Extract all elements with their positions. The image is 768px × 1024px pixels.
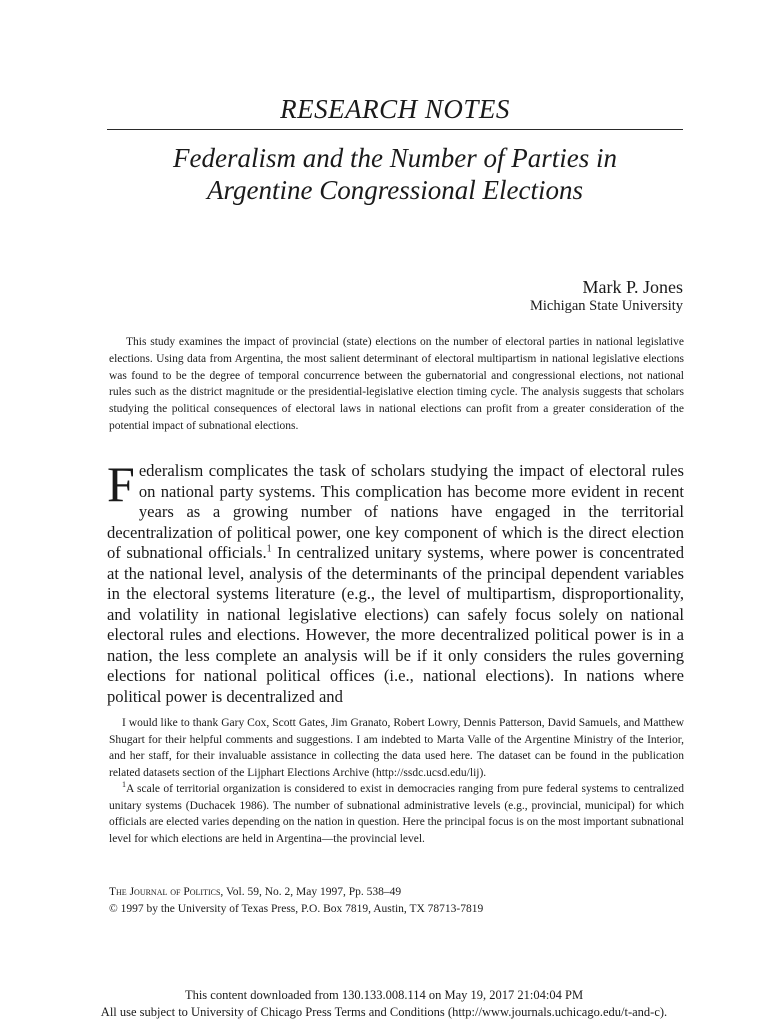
footnote-1 [109, 781, 684, 847]
heading-rule [107, 129, 683, 130]
body-text-part-1: ederalism complicates the task of scholars studying the impact of electoral rules on national party systems. This complication has become more evident in recent years as a growing number of nations have engaged in the territorial decentralization of political power, one key component of which is the direct election of subnational officials. [107, 461, 684, 562]
journal-name: The Journal of Politics [109, 886, 221, 898]
download-line-2: All use subject to University of Chicago Press Terms and Conditions (http://www.journals.uchicago.edu/t-and-c). [100, 1005, 668, 1019]
acknowledgment-note: I would like to thank Gary Cox, Scott Gates, Jim Granato, Robert Lowry, Dennis Patterson, David Samuels, and Matthew Shugart for their helpful comments and suggestions. I am indebted to Marta Valle of the Argentine Ministry of the Interior, and her staff, for their invaluable assistance in collecting the data used here. The dataset can be found in the publication related datasets section of the Lijphart Elections Archive (http://ssdc.ucsd.edu/lij). [109, 717, 684, 779]
footnote-1-text: A scale of territorial organization is considered to exist in democracies ranging from pure federal systems to centralized unitary systems (Duchacek 1986). The number of subnational administrative levels (e.g., provincial, municipal) for which officials are elected varies depending on the nation in question. Here the principal focus is on the most important subnational level for which elections are held in Argentina—the provincial level. [109, 783, 684, 845]
copyright-line: © 1997 by the University of Texas Press, P.O. Box 7819, Austin, TX 78713-7819 [109, 902, 484, 915]
abstract [109, 334, 684, 435]
journal-citation [109, 884, 684, 917]
citation-line [109, 884, 684, 901]
citation-details: , Vol. 59, No. 2, May 1997, Pp. 538–49 [220, 886, 402, 898]
drop-cap: F [107, 456, 135, 512]
title-line-1: Federalism and the Number of Parties in [173, 143, 617, 173]
footnote-reference: 1 [266, 543, 272, 555]
footnote-1-marker: 1 [122, 780, 126, 790]
body-text [107, 456, 684, 707]
section-heading: RESEARCH NOTES [280, 94, 510, 124]
article-title [107, 142, 683, 206]
body-text-part-2: In centralized unitary systems, where power is concentrated at the national level, analysis of the determinants of the principal dependent variables in the electoral systems literature (e.g., the level of multipartism, disproportionality, and volatility in national legislative elections) can safely focus solely on national electoral rules and elections. However, the more decentralized political power is in a nation, the less complete an analysis will be if it only considers the rules governing elections for national political offices (i.e., national elections). In nations where political power is decentralized and [107, 543, 684, 706]
download-line-1: This content downloaded from 130.133.008.114 on May 19, 2017 21:04:04 PM [184, 988, 584, 1002]
footnotes [109, 715, 684, 847]
title-line-2: Argentine Congressional Elections [207, 175, 583, 205]
author-affiliation: Michigan State University [529, 298, 683, 314]
author-name: Mark P. Jones [582, 277, 683, 297]
download-notice [0, 987, 768, 1021]
abstract-text: This study examines the impact of provincial (state) elections on the number of electoral parties in national legislative elections. Using data from Argentina, the most salient determinant of electoral multipartism in national legislative elections was found to be the degree of temporal concurrence between the gubernatorial and congressional elections, not national rules such as the district magnitude or the presidential-legislative election timing cycle. The analysis suggests that scholars studying the political consequences of electoral laws in national elections can profit from a greater consideration of the potential impact of subnational elections. [109, 336, 684, 432]
body-paragraph [107, 456, 684, 707]
